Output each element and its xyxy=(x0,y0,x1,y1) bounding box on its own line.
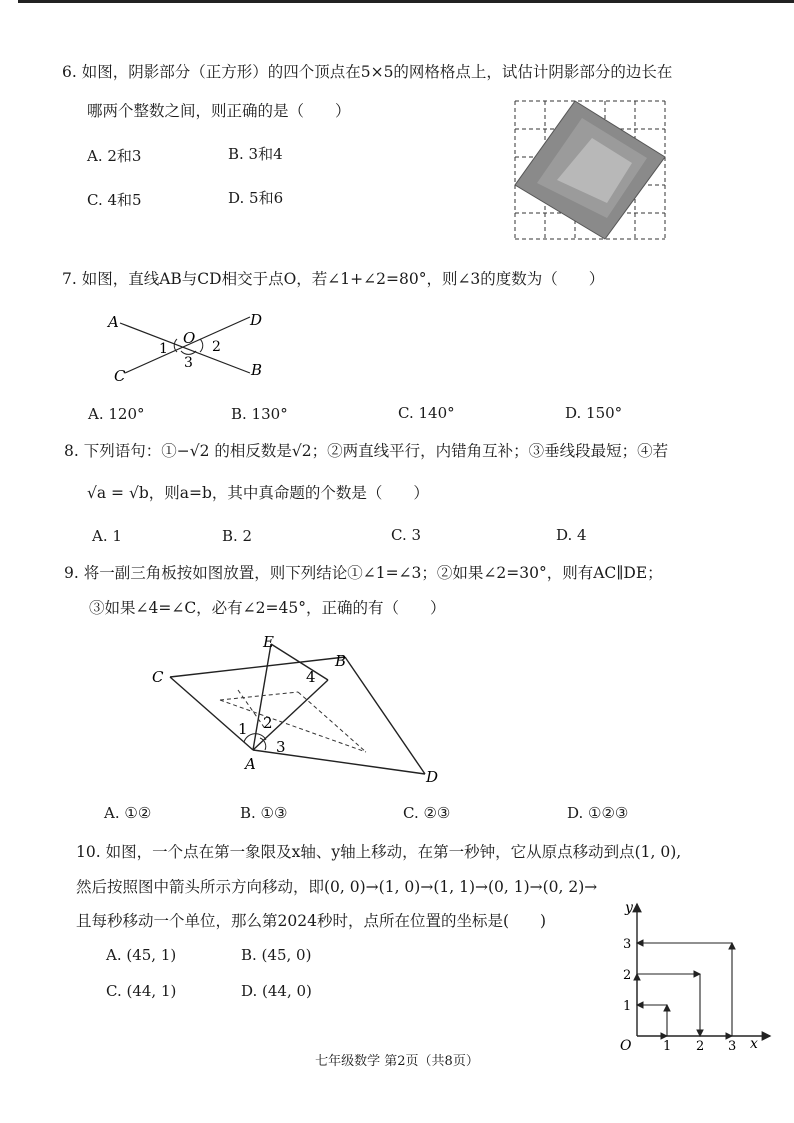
q10-stem-line2: 然后按照图中箭头所示方向移动，即(0, 0)→(1, 0)→(1, 1)→(0, 1)→(0, 2)→ xyxy=(76,878,598,896)
q10-option-d[interactable]: D. (44, 0) xyxy=(241,982,312,1000)
q10-xtick-1: 1 xyxy=(663,1039,672,1054)
q8-option-a[interactable]: A. 1 xyxy=(92,527,122,545)
q7-label-d: D xyxy=(250,311,263,329)
q9-option-c[interactable]: C. ②③ xyxy=(403,804,451,822)
q7-label-c: C xyxy=(114,367,126,385)
q6-option-c[interactable]: C. 4和5 xyxy=(87,191,142,209)
page-footer: 七年级数学 第2页（共8页） xyxy=(315,1054,479,1069)
q6-grid-figure xyxy=(512,98,670,242)
q7-option-a[interactable]: A. 120° xyxy=(88,405,145,423)
q10-axis-y: y xyxy=(625,900,633,916)
q10-ytick-3: 3 xyxy=(623,937,632,952)
q9-label-c: C xyxy=(152,668,164,686)
q6-stem-line2: 哪两个整数之间，则正确的是（ ） xyxy=(87,102,351,120)
q10-xtick-3: 3 xyxy=(728,1039,737,1054)
q10-ytick-1: 1 xyxy=(623,999,632,1014)
q8-stem-line2: √a = √b，则a=b，其中真命题的个数是（ ） xyxy=(87,484,429,502)
q9-stem-line2: ③如果∠4=∠C，必有∠2=45°，正确的有（ ） xyxy=(89,599,446,617)
q7-label-b: B xyxy=(251,361,263,379)
q9-label-2: 2 xyxy=(263,714,273,732)
q10-xtick-2: 2 xyxy=(696,1039,705,1054)
q10-coordinate-figure xyxy=(612,898,772,1056)
q6-option-d[interactable]: D. 5和6 xyxy=(228,189,284,207)
q7-label-3: 3 xyxy=(184,355,193,371)
q10-ytick-2: 2 xyxy=(623,968,632,983)
q8-option-b[interactable]: B. 2 xyxy=(222,527,253,545)
q9-option-d[interactable]: D. ①②③ xyxy=(567,804,629,822)
top-border xyxy=(18,0,794,3)
q7-option-b[interactable]: B. 130° xyxy=(231,405,288,423)
q9-label-4: 4 xyxy=(306,668,316,686)
q10-option-c[interactable]: C. (44, 1) xyxy=(106,982,177,1000)
q9-label-1: 1 xyxy=(238,720,248,738)
q6-option-a[interactable]: A. 2和3 xyxy=(87,147,142,165)
q7-label-o: O xyxy=(183,329,196,347)
q6-option-b[interactable]: B. 3和4 xyxy=(228,145,283,163)
q7-stem: 7. 如图，直线AB与CD相交于点O，若∠1+∠2=80°，则∠3的度数为（ ） xyxy=(62,270,605,288)
q9-option-b[interactable]: B. ①③ xyxy=(240,804,288,822)
q6-stem-line1: 6. 如图，阴影部分（正方形）的四个顶点在5×5的网格格点上，试估计阴影部分的边长在 xyxy=(62,63,673,81)
q10-axis-x: x xyxy=(750,1036,758,1052)
q10-stem-line3: 且每秒移动一个单位，那么第2024秒时，点所在位置的坐标是( ) xyxy=(76,912,547,930)
q7-option-c[interactable]: C. 140° xyxy=(398,404,455,422)
q9-label-e: E xyxy=(263,633,274,651)
q10-origin: O xyxy=(620,1038,632,1054)
q7-label-a: A xyxy=(108,313,119,331)
q9-label-a: A xyxy=(245,755,256,773)
q9-triangle-figure xyxy=(148,630,448,790)
q9-stem-line1: 9. 将一副三角板按如图放置，则下列结论①∠1=∠3；②如果∠2=30°，则有AC∥DE； xyxy=(64,564,663,582)
q10-stem-line1: 10. 如图，一个点在第一象限及x轴、y轴上移动，在第一秒钟，它从原点移动到点(1, 0), xyxy=(76,843,682,861)
q9-option-a[interactable]: A. ①② xyxy=(104,804,152,822)
q8-option-c[interactable]: C. 3 xyxy=(391,526,422,544)
q8-option-d[interactable]: D. 4 xyxy=(556,526,587,544)
q10-option-b[interactable]: B. (45, 0) xyxy=(241,946,312,964)
q7-label-1: 1 xyxy=(159,341,168,357)
q7-option-d[interactable]: D. 150° xyxy=(565,404,623,422)
q7-label-2: 2 xyxy=(212,339,221,355)
q9-label-d: D xyxy=(426,768,439,786)
q10-option-a[interactable]: A. (45, 1) xyxy=(106,946,177,964)
q7-figure xyxy=(100,305,280,385)
q8-stem-line1: 8. 下列语句：①−√2 的相反数是√2；②两直线平行，内错角互补；③垂线段最短；④若 xyxy=(64,442,669,460)
q9-label-b: B xyxy=(335,652,347,670)
q9-label-3: 3 xyxy=(276,738,286,756)
